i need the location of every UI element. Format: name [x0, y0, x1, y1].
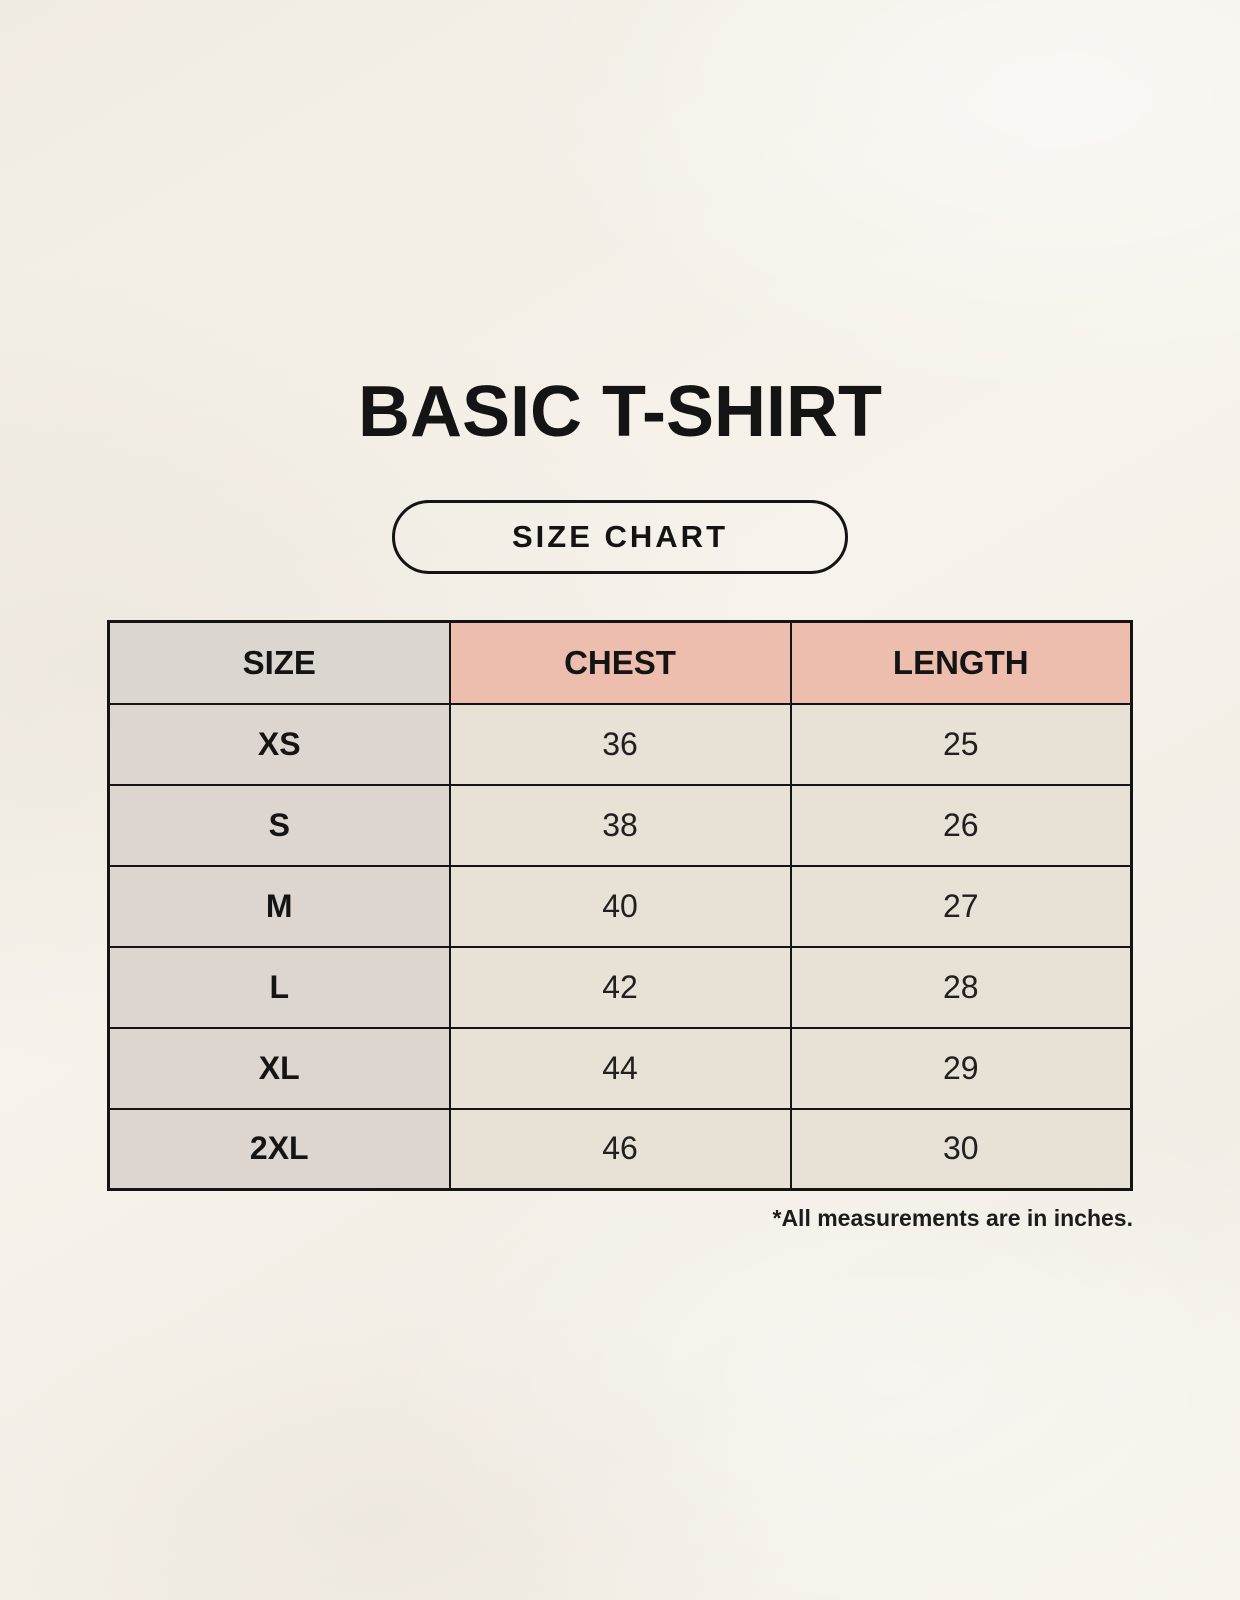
- chest-value: 44: [450, 1028, 791, 1109]
- length-value: 27: [791, 866, 1132, 947]
- page-title: BASIC T-SHIRT: [357, 372, 882, 452]
- table-header-row: [109, 622, 1132, 704]
- length-value: 26: [791, 785, 1132, 866]
- table-row: [109, 866, 1132, 947]
- chest-value: 42: [450, 947, 791, 1028]
- header-size: SIZE: [109, 622, 450, 704]
- table-row: [109, 947, 1132, 1028]
- size-label: 2XL: [109, 1109, 450, 1190]
- size-chart-badge-label: SIZE CHART: [512, 519, 728, 554]
- size-label: XS: [109, 704, 450, 785]
- length-value: 29: [791, 1028, 1132, 1109]
- chest-value: 40: [450, 866, 791, 947]
- chest-value: 38: [450, 785, 791, 866]
- size-label: XL: [109, 1028, 450, 1109]
- table-row: [109, 1028, 1132, 1109]
- header-chest: CHEST: [450, 622, 791, 704]
- length-value: 30: [791, 1109, 1132, 1190]
- table-row: [109, 785, 1132, 866]
- table-row: [109, 704, 1132, 785]
- size-label: S: [109, 785, 450, 866]
- measurement-note: *All measurements are in inches.: [772, 1205, 1133, 1231]
- length-value: 25: [791, 704, 1132, 785]
- size-label: L: [109, 947, 450, 1028]
- length-value: 28: [791, 947, 1132, 1028]
- size-chart-badge[interactable]: [392, 500, 848, 574]
- header-length: LENGTH: [791, 622, 1132, 704]
- table-row: [109, 1109, 1132, 1190]
- size-label: M: [109, 866, 450, 947]
- size-table: [107, 620, 1133, 1191]
- chest-value: 46: [450, 1109, 791, 1190]
- chest-value: 36: [450, 704, 791, 785]
